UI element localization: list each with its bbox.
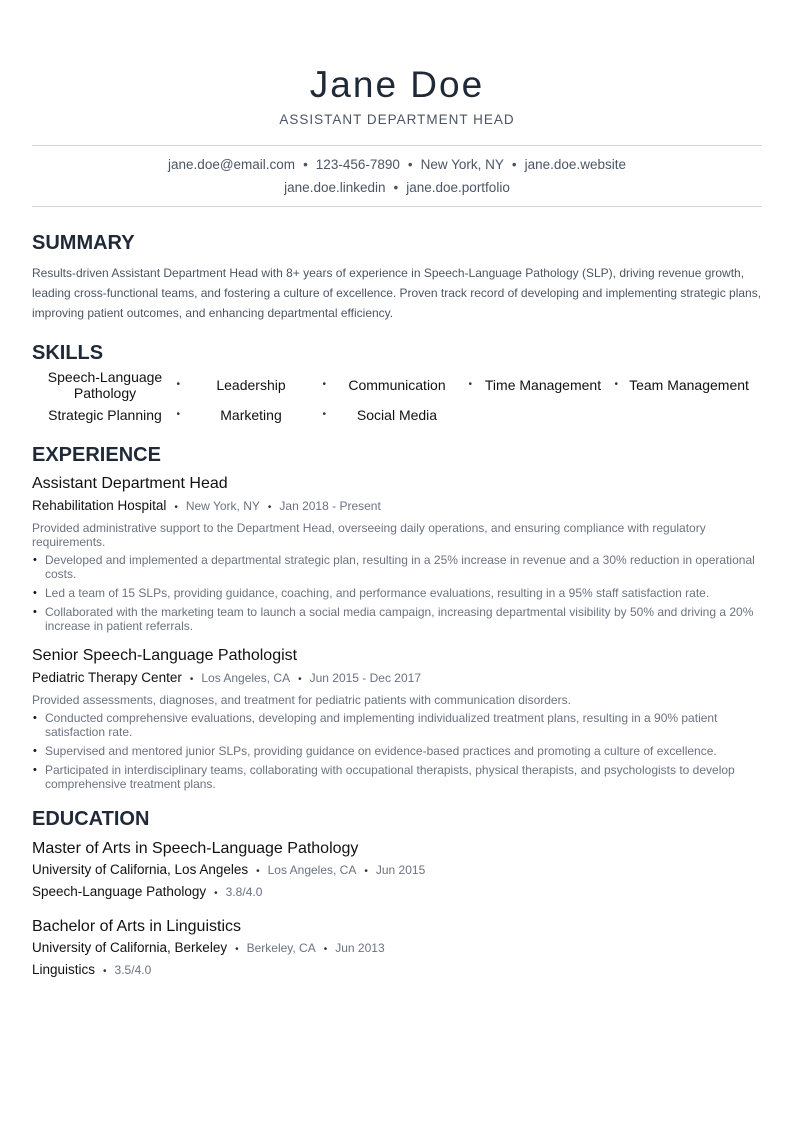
separator-dot: •: [364, 866, 368, 877]
skill-item: Team Management: [629, 377, 749, 393]
contact-linkedin[interactable]: jane.doe.linkedin: [284, 180, 386, 195]
contact-email[interactable]: jane.doe@email.com: [168, 157, 296, 172]
separator-dot: •: [511, 157, 517, 172]
education-entry: [32, 839, 762, 903]
education-field: [32, 883, 762, 903]
separator-dot: •: [267, 502, 272, 513]
separator-dot: •: [407, 157, 413, 172]
skill-item: Communication •: [324, 369, 470, 401]
gpa: 3.5/4.0: [114, 963, 152, 977]
job-meta: [32, 497, 762, 517]
separator-dot: •: [235, 944, 239, 955]
job-description: Provided administrative support to the Department Head, overseeing daily operations, and ensuring compliance with regulatory requirements.: [32, 521, 706, 549]
job-role: Senior Speech-Language Pathologist: [32, 647, 298, 664]
skill-item: Strategic Planning •: [32, 401, 178, 429]
school-location: Berkeley, CA: [246, 941, 316, 955]
skills-section: [32, 341, 762, 429]
job-company: Pediatric Therapy Center: [32, 670, 182, 685]
experience-section: [32, 443, 762, 791]
education-meta: [32, 861, 762, 881]
separator-dot: •: [298, 674, 302, 685]
experience-heading: EXPERIENCE: [32, 444, 161, 466]
field-of-study: Linguistics: [32, 962, 96, 977]
job-dates: Jan 2018 - Present: [279, 499, 381, 513]
separator-dot: •: [214, 888, 218, 899]
separator-dot: •: [323, 944, 328, 955]
gpa: 3.8/4.0: [225, 885, 263, 899]
job-dates: Jun 2015 - Dec 2017: [309, 671, 422, 685]
contact-portfolio[interactable]: jane.doe.portfolio: [406, 180, 510, 195]
education-meta: [32, 939, 762, 959]
job-entry: [32, 474, 762, 633]
contact-info: [32, 146, 762, 206]
job-achievements: [32, 711, 762, 791]
degree-title: Master of Arts in Speech-Language Pathology: [32, 840, 359, 857]
job-achievements: [32, 553, 762, 633]
graduation-date: Jun 2013: [335, 941, 385, 955]
contact-line-1: [32, 153, 762, 176]
achievement-item: • Led a team of 15 SLPs, providing guidance, coaching, and performance evaluations, resulting in a 95% staff satisfaction rate.: [32, 586, 762, 600]
field-of-study: Speech-Language Pathology: [32, 884, 207, 899]
divider-bottom: [32, 206, 762, 207]
job-company: Rehabilitation Hospital: [32, 498, 167, 513]
skills-heading: SKILLS: [32, 342, 104, 364]
candidate-name: Jane Doe: [309, 64, 485, 105]
separator-dot: •: [103, 966, 107, 977]
job-location: New York, NY: [185, 499, 260, 513]
summary-text: Results-driven Assistant Department Head with 8+ years of experience in Speech-Language Pathology (SLP), driving revenue growth, leading cross-functional teams, and fostering a culture of excellence. Proven track record of developing and implementing strategic plans, improving patient outcomes, and enhancing departmental efficiency.: [32, 266, 762, 320]
job-title: ASSISTANT DEPARTMENT HEAD: [279, 112, 515, 127]
education-entry: [32, 917, 762, 981]
separator-dot: •: [256, 866, 260, 877]
skills-list: [32, 369, 762, 429]
graduation-date: Jun 2015: [375, 863, 426, 877]
contact-website[interactable]: jane.doe.website: [524, 157, 626, 172]
job-meta: [32, 669, 762, 689]
job-entry: [32, 646, 762, 791]
skill-item: Time Management •: [470, 369, 616, 401]
skill-item: Marketing •: [178, 401, 324, 429]
contact-phone[interactable]: 123-456-7890: [315, 157, 400, 172]
separator-dot: •: [393, 180, 399, 195]
skill-item: Social Media: [356, 407, 438, 423]
skill-item: Leadership •: [178, 369, 324, 401]
education-section: [32, 807, 762, 981]
achievement-item: • Supervised and mentored junior SLPs, providing guidance on evidence-based practices and promoting a culture of excellence.: [32, 744, 762, 758]
resume-page: [32, 0, 762, 981]
school-name: University of California, Berkeley: [32, 940, 228, 955]
separator-dot: •: [189, 674, 194, 685]
summary-section: [32, 231, 762, 323]
education-heading: EDUCATION: [32, 808, 150, 830]
job-location: Los Angeles, CA: [201, 671, 291, 685]
skill-item: Speech-Language Pathology •: [32, 369, 178, 401]
degree-title: Bachelor of Arts in Linguistics: [32, 918, 241, 935]
separator-dot: •: [303, 157, 308, 172]
school-name: University of California, Los Angeles: [32, 862, 249, 877]
contact-location: New York, NY: [420, 157, 504, 172]
education-field: [32, 961, 762, 981]
job-role: Assistant Department Head: [32, 475, 228, 492]
achievement-item: • Developed and implemented a departmental strategic plan, resulting in a 25% increase in revenue and a 30% reduction in operational costs.: [32, 553, 762, 581]
summary-heading: SUMMARY: [32, 232, 135, 254]
achievement-item: • Collaborated with the marketing team to launch a social media campaign, increasing departmental visibility by 50% and driving a 20% increase in patient referrals.: [32, 605, 762, 633]
separator-dot: •: [174, 502, 178, 513]
school-location: Los Angeles, CA: [267, 863, 357, 877]
achievement-item: • Participated in interdisciplinary teams, collaborating with occupational therapists, physical therapists, and psychologists to develop comprehensive treatment plans.: [32, 763, 762, 791]
achievement-item: • Conducted comprehensive evaluations, developing and implementing individualized treatment plans, resulting in a 90% patient satisfaction rate.: [32, 711, 762, 739]
job-description: Provided assessments, diagnoses, and treatment for pediatric patients with communication disorders.: [32, 693, 571, 707]
contact-line-2: [32, 176, 762, 199]
